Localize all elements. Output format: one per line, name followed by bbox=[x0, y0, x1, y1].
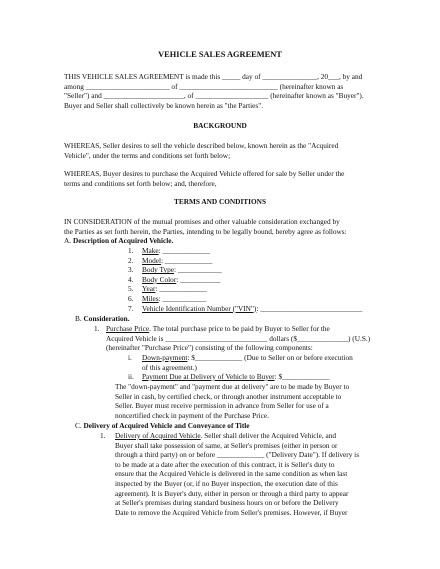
section-label: Description of Acquired Vehicle. bbox=[72, 236, 174, 245]
vehicle-items-list bbox=[128, 246, 362, 313]
document-title: VEHICLE SALES AGREEMENT bbox=[158, 50, 282, 59]
consideration-line: the Parties as set forth herein, the Parties, intending to be legally bound, hereby agree as follows: bbox=[64, 226, 347, 236]
whereas-line: WHEREAS, Buyer desires to purchase the Acquired Vehicle offered for sale by Seller under the bbox=[64, 169, 345, 178]
whereas-line: Vehicle", under the terms and conditions set forth below; bbox=[64, 150, 231, 160]
intro-line: "Seller") and ______________________, of ____________________ (hereinafter known as "Buyer"). bbox=[64, 91, 364, 101]
note-line: The "down-payment" and "payment due at delivery" are to be made by Buyer to bbox=[115, 382, 350, 391]
clause-line: Date to remove the Acquired Vehicle from Seller's premises. However, if Buyer bbox=[115, 507, 348, 517]
delivery-clause bbox=[100, 431, 359, 517]
clause-line: of this agreement.) bbox=[142, 362, 197, 372]
whereas-line: terms and conditions set forth below; and, therefore, bbox=[64, 178, 217, 188]
note-line: Seller in cash, by certified check, or through another instrument acceptable to bbox=[115, 391, 342, 401]
terms-heading: TERMS AND CONDITIONS bbox=[173, 197, 267, 206]
list-item: 2. Model: _____________ bbox=[128, 255, 213, 265]
list-item: 1. Make: _____________ bbox=[128, 246, 210, 255]
list-item: 4. Body Color: ___________ bbox=[128, 274, 221, 284]
intro-line: among _______________________ of ___________________________ (hereinafter known as bbox=[64, 81, 344, 91]
clause-line: ensure that the Acquired Vehicle is delivered in the same condition as when last bbox=[115, 469, 348, 479]
whereas-line: WHEREAS, Seller desires to sell the vehicle described below, known herein as the "Acquired bbox=[64, 141, 339, 150]
delivery-payment-clause bbox=[128, 372, 330, 382]
purchase-price-clause bbox=[94, 324, 370, 353]
intro-line: THIS VEHICLE SALES AGREEMENT is made this _____ day of _______________, 20___, by and bbox=[64, 72, 363, 81]
list-item: 3. Body Type: ____________ bbox=[128, 265, 222, 275]
section-label: Delivery of Acquired Vehicle and Conveyance of Title bbox=[83, 421, 250, 430]
section-marker: B. bbox=[75, 314, 82, 323]
list-item: 6. Miles: ____________ bbox=[128, 293, 207, 303]
background-heading: BACKGROUND bbox=[193, 121, 247, 130]
list-item: 7. Vehicle Identification Number ("VIN"): ____________________________ bbox=[128, 303, 363, 313]
clause-line: inspected by the Buyer (or, if no Buyer inspection, the execution date of this bbox=[115, 478, 338, 488]
clause-line: 1. Delivery of Acquired Vehicle. Seller shall deliver the Acquired Vehicle, and bbox=[100, 431, 337, 440]
section-c-heading bbox=[75, 421, 250, 431]
payment-note bbox=[115, 382, 349, 420]
intro-paragraph bbox=[64, 72, 364, 110]
whereas-paragraph-1 bbox=[64, 141, 338, 160]
clause-line: i. Down-payment: $_____________ (Due to Seller on or before execution bbox=[128, 353, 353, 362]
clause-line: agreement). It is Buyer's duty, either in person or through a third party to appear bbox=[115, 488, 349, 498]
clause-line: Buyer shall take possession of same, at Seller's premises (either in person or bbox=[115, 440, 338, 450]
consideration-line: IN CONSIDERATION of the mutual promises and other valuable consideration exchanged by bbox=[64, 217, 340, 226]
section-a-heading bbox=[64, 236, 173, 246]
clause-line: at Seller's premises during standard business hours on or before the Delivery bbox=[115, 498, 339, 508]
note-line: Seller. Buyer must receive permission in advance from Seller for use of a bbox=[115, 401, 329, 411]
clause-line: 1. Purchase Price. The total purchase price to be paid by Buyer to Seller for the bbox=[94, 324, 330, 333]
clause-line: Acquired Vehicle is ____________________________ dollars ($______________) (U.S.) bbox=[106, 333, 371, 343]
section-b-heading bbox=[75, 314, 130, 324]
clause-line: (hereinafter "Purchase Price") consisting of the following components: bbox=[106, 343, 313, 353]
section-marker: A. bbox=[64, 236, 72, 245]
intro-line: Buyer and Seller shall collectively be known herein as "the Parties". bbox=[64, 100, 264, 110]
section-marker: C. bbox=[75, 421, 82, 430]
down-payment-clause bbox=[128, 353, 353, 372]
list-item: 5. Year: _____________ bbox=[128, 284, 207, 294]
note-line: noncertified check in payment of the Purchase Price. bbox=[115, 410, 269, 420]
clause-line: ii. Payment Due at Delivery of Vehicle to Buyer: $_____________ bbox=[128, 372, 330, 381]
section-label: Consideration. bbox=[83, 314, 130, 323]
clause-line: through a third party) on or before _____________ ("Delivery Date"). If delivery is bbox=[115, 450, 360, 460]
consideration-intro bbox=[64, 217, 347, 236]
whereas-paragraph-2 bbox=[64, 169, 344, 188]
clause-line: to be made at a date after the execution of this contract, it is Seller's duty to bbox=[115, 459, 335, 469]
